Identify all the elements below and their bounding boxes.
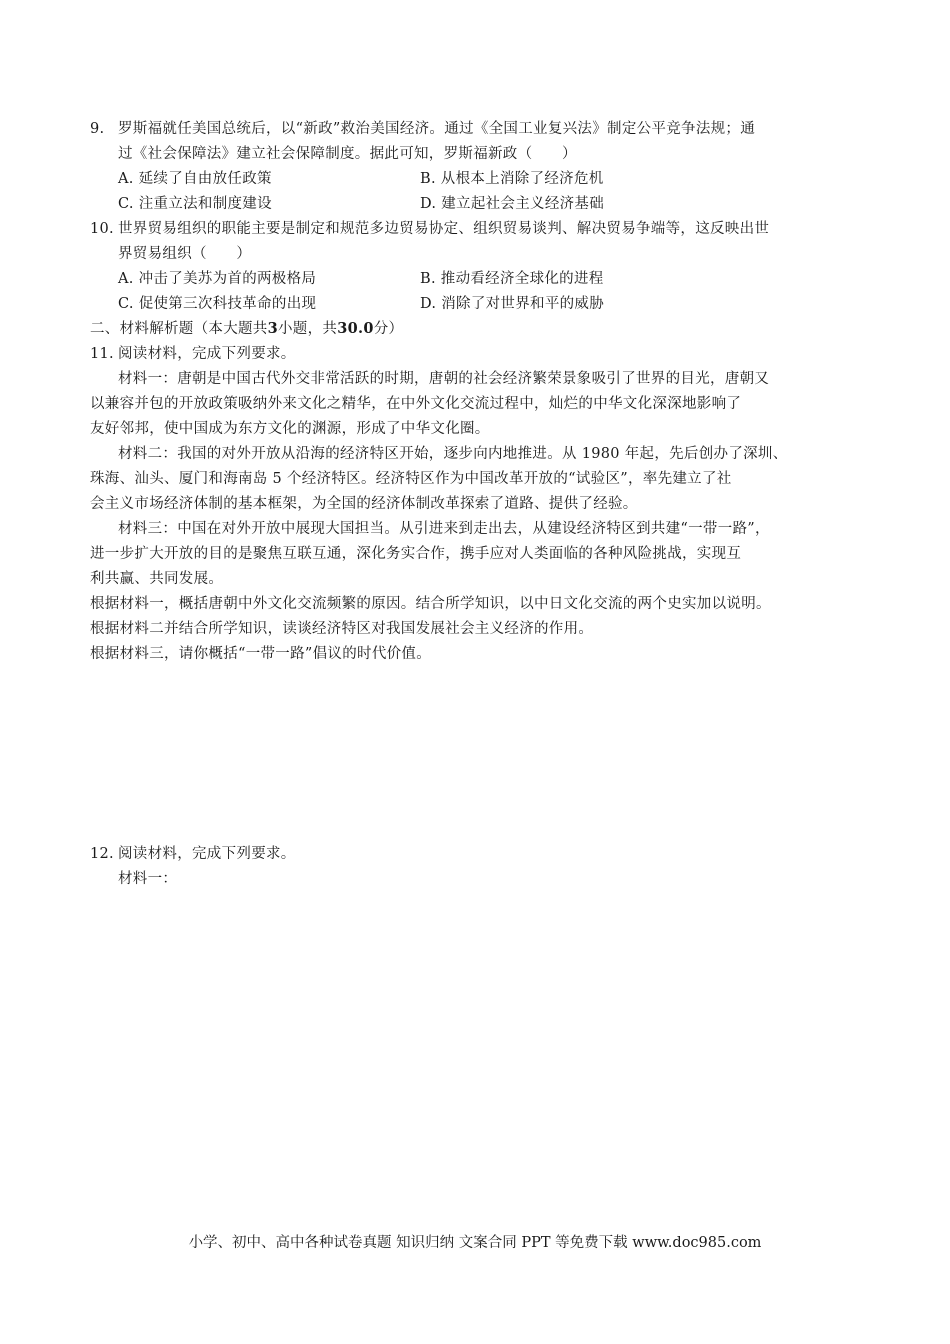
question-12-title: [90, 843, 296, 865]
material-1-label: 材料一：: [118, 871, 178, 887]
material-3-line: 材料三：中国在对外开放中展现大国担当。从引进来到走出去，从建设经济特区到共建“一带一路”，: [118, 521, 770, 537]
material-1-line: 以兼容并包的开放政策吸纳外来文化之精华，在中外文化交流过程中，灿烂的中华文化深深地影响了: [90, 396, 742, 412]
option-a: A. 冲击了美苏为首的两极格局: [118, 271, 317, 287]
option-d: D. 建立起社会主义经济基础: [420, 196, 605, 212]
material-1-line: 材料一：唐朝是中国古代外交非常活跃的时期，唐朝的社会经济繁荣景象吸引了世界的目光，唐朝又: [118, 371, 770, 387]
question-number: 10.: [90, 221, 114, 237]
option-d: D. 消除了对世界和平的威胁: [420, 296, 605, 312]
material-3-line: 利共赢、共同发展。: [90, 571, 224, 587]
section-prefix: 二、材料解析题（本大题共: [90, 321, 268, 337]
question-number: 11.: [90, 346, 114, 362]
option-a: A. 延续了自由放任政策: [118, 171, 272, 187]
question-9-line-2: 过《社会保障法》建立社会保障制度。据此可知，罗斯福新政（ ）: [118, 146, 577, 162]
material-2-line: 材料二：我国的对外开放从沿海的经济特区开始，逐步向内地推进。从 1980 年起，先后创办了深圳、: [118, 446, 788, 462]
section-heading: [90, 318, 403, 340]
option-b: B. 从根本上消除了经济危机: [420, 171, 604, 187]
question-text: 罗斯福就任美国总统后，以“新政”救治美国经济。通过《全国工业复兴法》制定公平竞争法规；通: [118, 121, 756, 137]
material-3-line: 进一步扩大开放的目的是聚焦互联互通，深化务实合作，携手应对人类面临的各种风险挑战，实现互: [90, 546, 742, 562]
section-suffix: 分）: [373, 321, 404, 337]
question-9-line-1: [90, 118, 755, 140]
section-mid: 小题，共: [278, 321, 338, 337]
question-11-title: [90, 343, 296, 365]
question-requirement: 根据材料二并结合所学知识，读谈经济特区对我国发展社会主义经济的作用。: [90, 621, 594, 637]
option-b: B. 推动看经济全球化的进程: [420, 271, 604, 287]
question-number: 9.: [90, 121, 105, 137]
question-10-line-1: [90, 218, 769, 240]
question-requirement: 根据材料一，概括唐朝中外文化交流频繁的原因。结合所学知识，以中日文化交流的两个史实加以说明。: [90, 596, 771, 612]
page-footer: 小学、初中、高中各种试卷真题 知识归纳 文案合同 PPT 等免费下载 www.doc985.com: [188, 1235, 762, 1251]
option-c: C. 促使第三次科技革命的出现: [118, 296, 317, 312]
material-2-line: 会主义市场经济体制的基本框架，为全国的经济体制改革探索了道路、提供了经验。: [90, 496, 638, 512]
question-text: 阅读材料，完成下列要求。: [118, 346, 296, 362]
question-count: 3: [267, 320, 278, 337]
question-requirement: 根据材料三，请你概括“一带一路”倡议的时代价值。: [90, 646, 432, 662]
question-text: 世界贸易组织的职能主要是制定和规范多边贸易协定、组织贸易谈判、解决贸易争端等，这反映出世: [118, 221, 770, 237]
question-number: 12.: [90, 846, 114, 862]
material-1-line: 友好邻邦，使中国成为东方文化的渊源，形成了中华文化圈。: [90, 421, 490, 437]
question-10-line-2: 界贸易组织（ ）: [118, 246, 252, 262]
option-c: C. 注重立法和制度建设: [118, 196, 272, 212]
question-text: 阅读材料，完成下列要求。: [118, 846, 296, 862]
total-score: 30.0: [337, 320, 374, 337]
material-2-line: 珠海、汕头、厦门和海南岛 5 个经济特区。经济特区作为中国改革开放的“试验区”，率先建立了社: [90, 471, 732, 487]
